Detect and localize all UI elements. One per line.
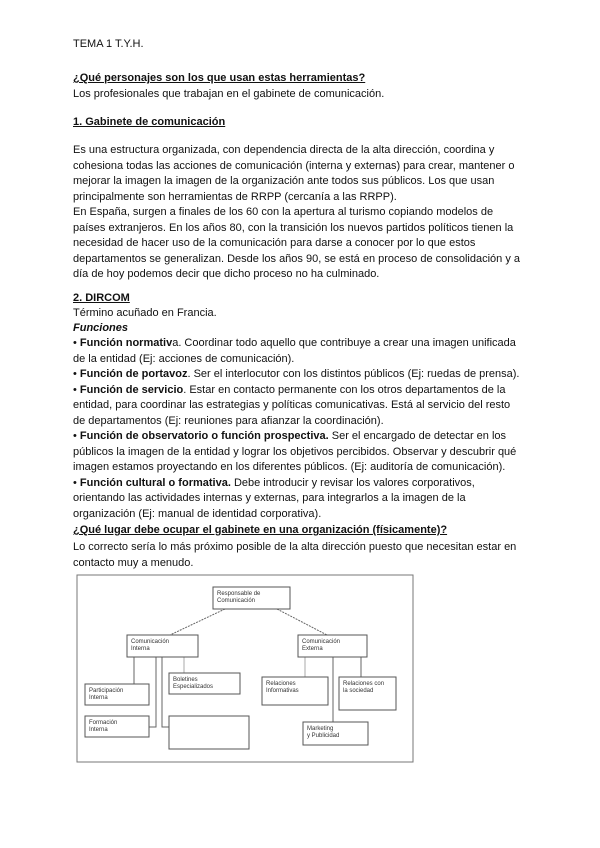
text-line: principalmente son herramientas de RRPP (cercanía a las RRPP). bbox=[73, 190, 397, 203]
text-line: de departamentos (Ej: reuniones para afianzar la coordinación). bbox=[73, 414, 384, 427]
text-line: contacto muy a menudo. bbox=[73, 557, 194, 569]
box-empty bbox=[169, 716, 249, 749]
funcion-name: Función de portavoz bbox=[79, 368, 188, 380]
box-label: Comunicación bbox=[131, 639, 170, 645]
text-line: mejorar la imagen la imagen de la organización ante todos sus públicos. Los que usan bbox=[73, 175, 495, 187]
funciones-heading: Funciones bbox=[73, 322, 129, 334]
section2-intro: Término acuñado en Francia. bbox=[73, 307, 217, 319]
text-line: imagen estamos proyectando en los diferentes públicos. (Ej: auditoría de comunicación). bbox=[73, 461, 506, 473]
funcion-name: Función normativ bbox=[79, 337, 173, 349]
box-label: Interna bbox=[89, 727, 108, 733]
text-line: orientando las actividades internas y externas, para integrarlos a la imagen de la bbox=[73, 492, 466, 504]
funcion-desc: Debe introducir y revisar los valores corporativos, bbox=[230, 476, 475, 489]
funcion-name: Función de servicio bbox=[79, 383, 184, 396]
box-label: Marketing bbox=[307, 726, 334, 732]
text-line: departamentos se generalizan. Desde los años 90, se está en proceso de consolidación y a bbox=[73, 252, 521, 265]
funcion-name: Función de observatorio o función prospectiva. bbox=[79, 430, 329, 442]
box-label: Relaciones bbox=[266, 681, 296, 687]
box-label: y Publicidad bbox=[307, 733, 340, 739]
box-label: Externa bbox=[302, 646, 323, 652]
text-line: organización (Ej: manual de identidad corporativa). bbox=[73, 507, 322, 520]
text-line: día de hoy podemos decir que dicho proceso no ha culminado. bbox=[73, 268, 380, 280]
funcion-desc: Ser el encargado de detectar en los bbox=[328, 430, 507, 442]
text-line: cohesiona todas las acciones de comunicación (interna y externas) para crear, mantener o bbox=[73, 159, 515, 172]
funcion-item: • Función de portavoz. Ser el interlocutor con los distintos públicos (Ej: ruedas de prensa). bbox=[73, 368, 520, 380]
question-title: ¿Qué personajes son los que usan estas herramientas? bbox=[73, 72, 366, 84]
box-label: Interna bbox=[89, 695, 108, 701]
section2-title: 2. DIRCOM bbox=[73, 292, 130, 304]
funcion-desc: . Estar en contacto permanente con los otros departamentos de la bbox=[183, 383, 506, 396]
text-line: Lo correcto sería lo más próximo posible de la alta dirección puesto que necesitan estar en bbox=[73, 541, 517, 553]
text-line: de la entidad (Ej: acciones de comunicación). bbox=[73, 352, 295, 365]
text-line: necesidad de hacer uso de la comunicación para darse a conocer por lo que estos bbox=[73, 237, 476, 249]
funcion-item: • Función de observatorio o función prospectiva. Ser el encargado de detectar en los bbox=[73, 430, 507, 442]
funcion-name: Función cultural o formativa. bbox=[79, 476, 231, 489]
question2-title: ¿Qué lugar debe ocupar el gabinete en una organización (físicamente)? bbox=[73, 524, 448, 536]
box-label: Informativas bbox=[266, 688, 299, 694]
box-label: la sociedad bbox=[343, 688, 374, 694]
box-label: Especializados bbox=[173, 684, 214, 690]
box-label: Comunicación bbox=[217, 598, 256, 604]
box-label: Boletines bbox=[173, 677, 198, 683]
header: TEMA 1 T.Y.H. bbox=[73, 38, 144, 50]
box-label: Relaciones con bbox=[343, 681, 385, 687]
text-line: públicos la imagen de la entidad y lograr los objetivos percibidos. Observar y descubrir qué bbox=[73, 445, 517, 458]
box-label: Interna bbox=[131, 646, 150, 652]
funcion-item: • Función cultural o formativa. Debe introducir y revisar los valores corporativos, bbox=[73, 476, 475, 489]
text-line: países extranjeros. En los años 80, con la transición los nuevos partidos políticos tienen la bbox=[73, 221, 514, 234]
box-label: Participación bbox=[89, 688, 124, 694]
funcion-desc: a. Coordinar todo aquello que contribuye a crear una imagen unificada bbox=[172, 337, 516, 349]
text-line: Es una estructura organizada, con dependencia directa de la alta dirección, coordina y bbox=[73, 144, 495, 156]
funcion-item: • Función de servicio. Estar en contacto permanente con los otros departamentos de la bbox=[73, 383, 506, 396]
box-label: Comunicación bbox=[302, 639, 341, 645]
text-line: En España, surgen a finales de los 60 con la apertura al turismo copiando modelos de bbox=[73, 206, 494, 218]
funcion-desc: . Ser el interlocutor con los distintos públicos (Ej: ruedas de prensa). bbox=[187, 368, 520, 380]
funcion-item: • Función normativa. Coordinar todo aquello que contribuye a crear una imagen unificada bbox=[73, 337, 516, 349]
text-line: entidad, para coordinar las estrategias y políticas comunicativas. Está al servicio del resto bbox=[73, 399, 511, 411]
question-answer: Los profesionales que trabajan en el gabinete de comunicación. bbox=[73, 88, 385, 100]
box-label: Responsable de bbox=[217, 591, 261, 597]
section1-title: 1. Gabinete de comunicación bbox=[73, 116, 226, 128]
box-label: Formación bbox=[89, 720, 118, 726]
